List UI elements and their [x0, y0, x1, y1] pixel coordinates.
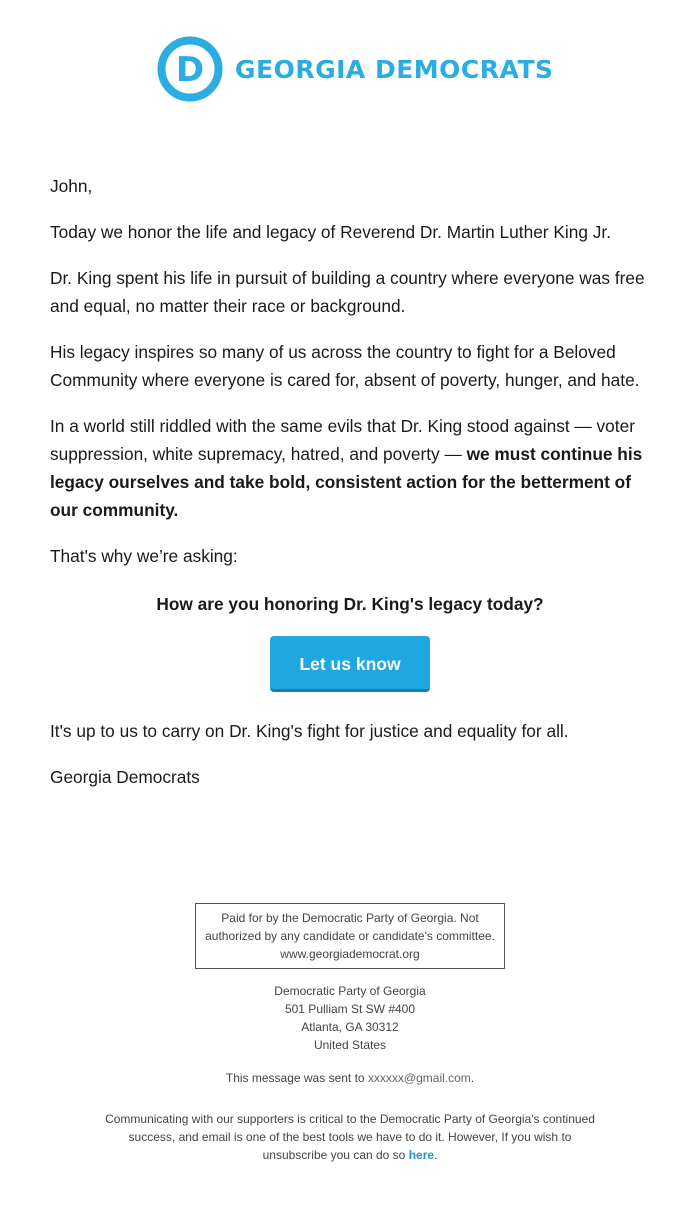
paragraph-2: Dr. King spent his life in pursuit of building a country where everyone was free and equal, no matter their race or background. — [50, 268, 645, 316]
paragraph-5: That's why we’re asking: — [50, 546, 238, 566]
sent-prefix: This message was sent to — [225, 1071, 368, 1085]
let-us-know-button[interactable]: Let us know — [270, 636, 430, 692]
org-name: Democratic Party of Georgia — [274, 984, 426, 998]
sent-suffix: . — [470, 1071, 475, 1085]
paid-for-disclaimer — [195, 903, 505, 969]
logo-letter: D — [175, 50, 205, 90]
disclaimer-line-1: Paid for by the Democratic Party of Georgia. Not — [221, 911, 479, 925]
unsubscribe-link[interactable]: here — [408, 1148, 435, 1162]
email-body — [50, 172, 650, 809]
paragraph-3: His legacy inspires so many of us across the country to fight for a Beloved Community where everyone is cared for, absent of poverty, hunger, and hate. — [50, 342, 640, 390]
paragraph-4-intro: In a world still riddled with the same evils that Dr. King stood against — voter suppression, white supremacy, hatred, and poverty — — [50, 416, 635, 464]
paragraph-4 — [50, 412, 650, 524]
democrat-d-icon — [157, 36, 223, 102]
unsubscribe-text: Communicating with our supporters is critical to the Democratic Party of Georgia's continued success, and email is one of the best tools we have to do it. However, If you wish to unsubscribe you can do so — [105, 1112, 595, 1162]
unsubscribe-notice — [100, 1110, 600, 1164]
brand-name: GEORGIA DEMOCRATS — [235, 54, 554, 84]
unsubscribe-end: . — [434, 1148, 438, 1162]
signature: Georgia Democrats — [50, 767, 200, 787]
disclaimer-url: www.georgiademocrat.org — [280, 947, 420, 961]
footer-address — [0, 982, 700, 1054]
address-line-1: 501 Pulliam St SW #400 — [284, 1002, 416, 1016]
email-header — [0, 0, 700, 140]
address-country: United States — [313, 1038, 387, 1052]
paragraph-6: It's up to us to carry on Dr. King's fight for justice and equality for all. — [50, 721, 569, 741]
sent-to-notice — [0, 1069, 700, 1087]
question-heading: How are you honoring Dr. King's legacy today? — [156, 594, 544, 614]
cta-container — [50, 636, 650, 692]
greeting: John, — [50, 176, 93, 196]
georgia-democrats-logo[interactable] — [157, 36, 554, 102]
paragraph-4-bold: we must continue his legacy ourselves and take bold, consistent action for the betterment of our community. — [50, 444, 643, 520]
disclaimer-line-2: authorized by any candidate or candidate's committee. — [205, 929, 495, 943]
address-line-2: Atlanta, GA 30312 — [301, 1020, 399, 1034]
recipient-email: xxxxxx@gmail.com — [367, 1071, 471, 1085]
paragraph-1: Today we honor the life and legacy of Reverend Dr. Martin Luther King Jr. — [50, 222, 611, 242]
